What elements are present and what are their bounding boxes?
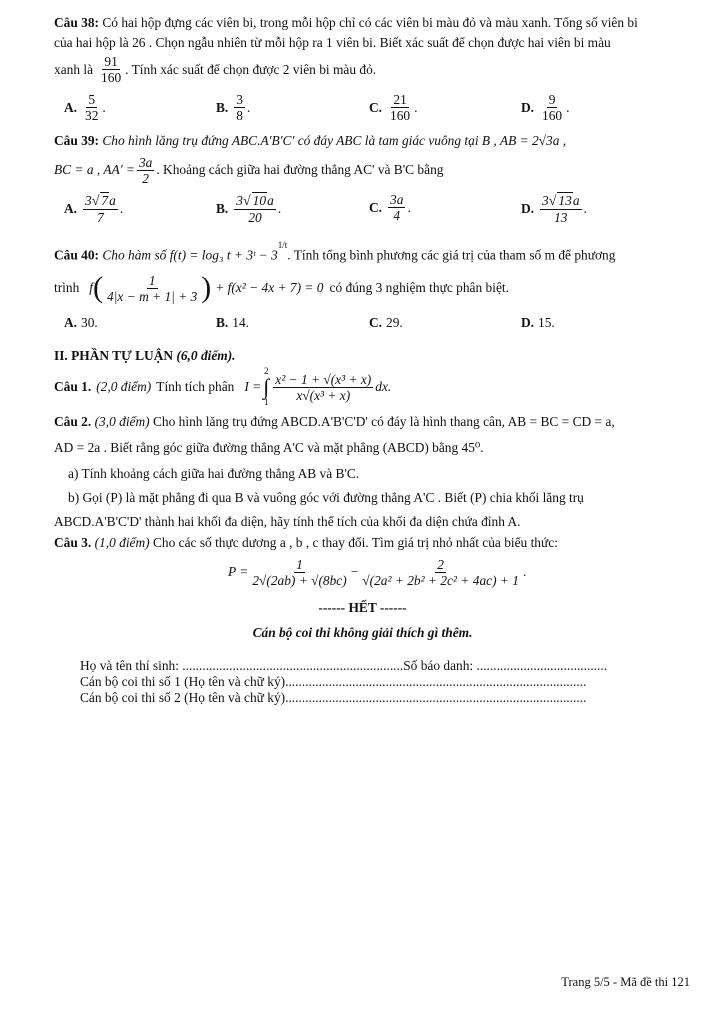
fraction-denominator: 8: [236, 108, 243, 123]
q39-text-2pre: BC = a , AA' =: [54, 162, 135, 177]
c3-fraction-1: [250, 557, 348, 588]
q38-option-b[interactable]: B. $\frac{3}{8}$ .: [216, 92, 251, 123]
q39-aa-fraction: [137, 155, 154, 186]
q39-option-d[interactable]: D. $\frac{3√ 13a}{13}$ .: [521, 193, 587, 225]
option-label: C.: [369, 99, 383, 115]
fraction-denominator: x√(x³ + x): [296, 387, 351, 403]
c2-points: (3,0 điểm): [94, 414, 150, 429]
option-label: B.: [216, 200, 229, 216]
c2-line1: [54, 414, 615, 430]
variable: a: [267, 193, 274, 208]
c2-part-a: a) Tính khoảng cách giữa hai đường thẳng AB và B'C.: [68, 466, 360, 481]
option-label: B.: [216, 99, 229, 115]
variable: a: [109, 193, 116, 208]
q40-text-2post: có đúng 3 nghiệm thực phân biệt.: [329, 280, 509, 295]
option-label: D.: [521, 99, 535, 115]
fraction-denominator: √(2a² + 2b² + 2c² + 4ac) + 1: [362, 572, 519, 588]
c2-text-1: Cho hình lăng trụ đứng ABCD.A'B'C'D' có đáy là hình thang cân, AB = BC = CD = a,: [152, 414, 615, 429]
option-label: A.: [64, 200, 78, 216]
end-marker: ------ HẾT ------: [318, 600, 407, 615]
radicand: 7: [101, 193, 109, 208]
option-label: B.: [216, 315, 229, 330]
option-label: A.: [64, 315, 78, 330]
fraction-numerator: 5: [88, 92, 96, 107]
q38-given-probability: [99, 54, 123, 85]
option-value: 14.: [232, 315, 250, 330]
page-footer: Trang 5/5 - Mã đề thi 121: [561, 975, 690, 989]
option-value: 30.: [81, 315, 98, 330]
integral-sign: ∫: [263, 374, 270, 399]
c3-text: Cho các số thực dương a , b , c thay đổi. Tìm giá trị nhỏ nhất của biểu thức:: [152, 535, 558, 550]
c1-integrand: [273, 372, 373, 403]
q40-label: Câu 40:: [54, 247, 100, 263]
q40-text-1post: . Tính tổng bình phương các giá trị của tham số m để phương: [287, 247, 616, 263]
variable: a: [396, 192, 404, 207]
q40-line2: [54, 270, 509, 306]
sqrt-icon: √: [91, 194, 100, 209]
fraction-denominator: 20: [248, 210, 262, 225]
option-fraction: [83, 92, 100, 123]
q40-line1: [54, 236, 615, 270]
open-paren: (: [93, 271, 104, 304]
fraction-denominator: 4|x − m + 1| + 3: [107, 288, 198, 304]
c2-part-b2: ABCD.A'B'C'D' thành hai khối đa diện, hãy tính thể tích của khối đa diện chứa đỉnh A.: [54, 514, 521, 529]
fraction-numerator: [83, 192, 118, 210]
radicand: 10: [252, 193, 267, 208]
option-fraction: [540, 92, 564, 123]
c2-label: Câu 2.: [54, 414, 92, 429]
option-fraction: [234, 92, 245, 123]
q40-exponent: 1/t: [277, 240, 288, 250]
q38-option-c[interactable]: C. $\frac{21}{160}$ .: [369, 92, 418, 123]
fraction-numerator: 2: [437, 556, 444, 572]
c2-part-b1: b) Gọi (P) là mặt phẳng đi qua B và vuông góc với đường thẳng A'C . Biết (P) chia khối lăng trụ: [68, 490, 584, 505]
q38-text-3post: . Tính xác suất để chọn được 2 viên bi màu đỏ.: [125, 61, 377, 77]
q38-line3: [54, 54, 376, 85]
c1-label: Câu 1.: [54, 379, 92, 394]
q38-line2: của hai hộp là 26 . Chọn ngẫu nhiên từ mỗi hộp ra 1 viên bi. Biết xác suất để chọn được hai viên bi màu: [54, 35, 611, 50]
q39-line1: [54, 133, 566, 149]
c3-line1: [54, 535, 558, 551]
part2-points: (6,0 điểm).: [176, 348, 236, 363]
fraction-numerator: 1: [296, 556, 303, 572]
signature-line-candidate: Họ và tên thí sinh: ..................................................................Số báo danh: .......................................: [80, 658, 608, 673]
fraction-denominator: 7: [97, 210, 104, 225]
fraction-denominator: 2: [142, 170, 149, 186]
variable: a: [572, 193, 580, 208]
c1-lhs: I =: [244, 379, 262, 394]
fraction-denominator: 160: [101, 70, 122, 85]
fraction-denominator: 4: [393, 208, 401, 223]
option-value: 29.: [386, 315, 403, 330]
q40-option-b[interactable]: [216, 315, 249, 331]
q40-option-d[interactable]: [521, 315, 555, 331]
q39-line2: [54, 153, 443, 187]
radicand: 13: [558, 193, 572, 208]
q40-f-symbol: f: [89, 280, 94, 295]
c1-tail: dx.: [375, 379, 392, 394]
option-fraction: [540, 192, 581, 225]
q40-option-a[interactable]: [64, 315, 98, 331]
c2-line2: AD = 2a . Biết rằng góc giữa đường thẳng A'C và mặt phẳng (ABCD) bằng 45⁰.: [54, 440, 484, 455]
integral-icon: [263, 367, 269, 407]
integral-upper: 2: [263, 366, 269, 376]
c1-line: [54, 364, 391, 410]
fraction-numerator: x² − 1 + √(x³ + x): [275, 371, 372, 387]
part2-heading: [54, 348, 236, 364]
c3-tail: .: [522, 564, 527, 579]
q39-option-a[interactable]: A. $\frac{3√ 7a}{7}$ .: [64, 193, 124, 225]
fraction-numerator: 3: [236, 92, 243, 107]
q40-text-2mid: + f(x² − 4x + 7) = 0: [215, 280, 324, 295]
fraction-denominator: 2√(2ab) + √(8bc): [252, 572, 347, 588]
fraction-denominator: 13: [554, 210, 568, 225]
sqrt-icon: √: [242, 194, 251, 209]
fraction-numerator: [234, 192, 275, 210]
q40-inner-fraction: [105, 273, 199, 304]
q40-text-2pre: trình: [54, 280, 80, 295]
q38-option-d[interactable]: D. $\frac{9}{160}$ .: [521, 92, 570, 123]
c3-lhs: P =: [228, 564, 249, 579]
option-label: D.: [521, 315, 535, 330]
fraction-numerator: [388, 192, 405, 208]
c3-minus: −: [350, 564, 359, 579]
signature-line-proctor-2: Cán bộ coi thi số 2 (Họ tên và chữ ký)..........................................................................................: [80, 690, 587, 705]
option-fraction: [388, 92, 412, 123]
fraction-numerator: 9: [548, 92, 556, 107]
c3-label: Câu 3.: [54, 535, 92, 550]
fraction-numerator: 21: [393, 92, 407, 107]
signature-line-proctor-1: Cán bộ coi thi số 1 (Họ tên và chữ ký)..........................................................................................: [80, 674, 587, 689]
coef: 3: [85, 193, 92, 208]
coef: 3: [542, 193, 549, 208]
c1-points: (2,0 điểm): [96, 379, 152, 394]
option-value: 15.: [538, 315, 555, 330]
integral-lower: 1: [263, 397, 269, 407]
c3-formula: [228, 550, 526, 594]
option-label: C.: [369, 315, 383, 330]
q39-text-1: Cho hình lăng trụ đứng ABC.A'B'C' có đáy ABC là tam giác vuông tại B , AB = 2√3a ,: [102, 133, 567, 148]
coef: 3: [236, 193, 243, 208]
sqrt-icon: √: [548, 194, 557, 209]
fraction-numerator: 3a: [138, 154, 153, 170]
part2-title: II. PHẦN TỰ LUẬN: [54, 348, 174, 363]
option-fraction: [83, 192, 118, 225]
q39-option-b[interactable]: B. $\frac{3√ 10a}{20}$ .: [216, 193, 282, 225]
option-label: A.: [64, 99, 78, 115]
q39-option-c[interactable]: C. $\frac{3a}{4}$ .: [369, 192, 411, 223]
fraction-numerator: 1: [148, 272, 156, 288]
fraction-denominator: 160: [542, 108, 563, 123]
fraction-numerator: 91: [104, 54, 118, 69]
c3-fraction-2: [360, 557, 521, 588]
q39-text-2post: . Khoảng cách giữa hai đường thẳng AC' và B'C bằng: [156, 162, 444, 177]
c3-points: (1,0 điểm): [94, 535, 150, 550]
q39-label: Câu 39:: [54, 133, 100, 148]
end-note: Cán bộ coi thi không giải thích gì thêm.: [252, 625, 473, 640]
fraction-numerator: [540, 192, 581, 210]
q38-line1: [54, 15, 638, 31]
option-label: D.: [521, 200, 535, 216]
fraction-denominator: 32: [85, 108, 99, 123]
q38-label: Câu 38:: [54, 15, 100, 30]
coef: 3: [390, 192, 397, 207]
option-fraction: [388, 192, 405, 223]
q38-text-3pre: xanh là: [54, 61, 94, 77]
q40-text-1pre: Cho hàm số f(t) = log₃ t + 3ᵗ − 3: [102, 247, 278, 263]
q40-option-c[interactable]: [369, 315, 403, 331]
q38-text-1: Có hai hộp đựng các viên bi, trong mỗi hộp chỉ có các viên bi màu đỏ và màu xanh. Tổng số viên bi: [102, 15, 638, 30]
q38-option-a[interactable]: A. $\frac{5}{32}$ .: [64, 92, 106, 123]
option-label: C.: [369, 199, 383, 215]
option-fraction: [234, 192, 275, 225]
c1-text: Tính tích phân: [156, 379, 235, 394]
fraction-denominator: 160: [390, 108, 411, 123]
close-paren: ): [201, 271, 212, 304]
